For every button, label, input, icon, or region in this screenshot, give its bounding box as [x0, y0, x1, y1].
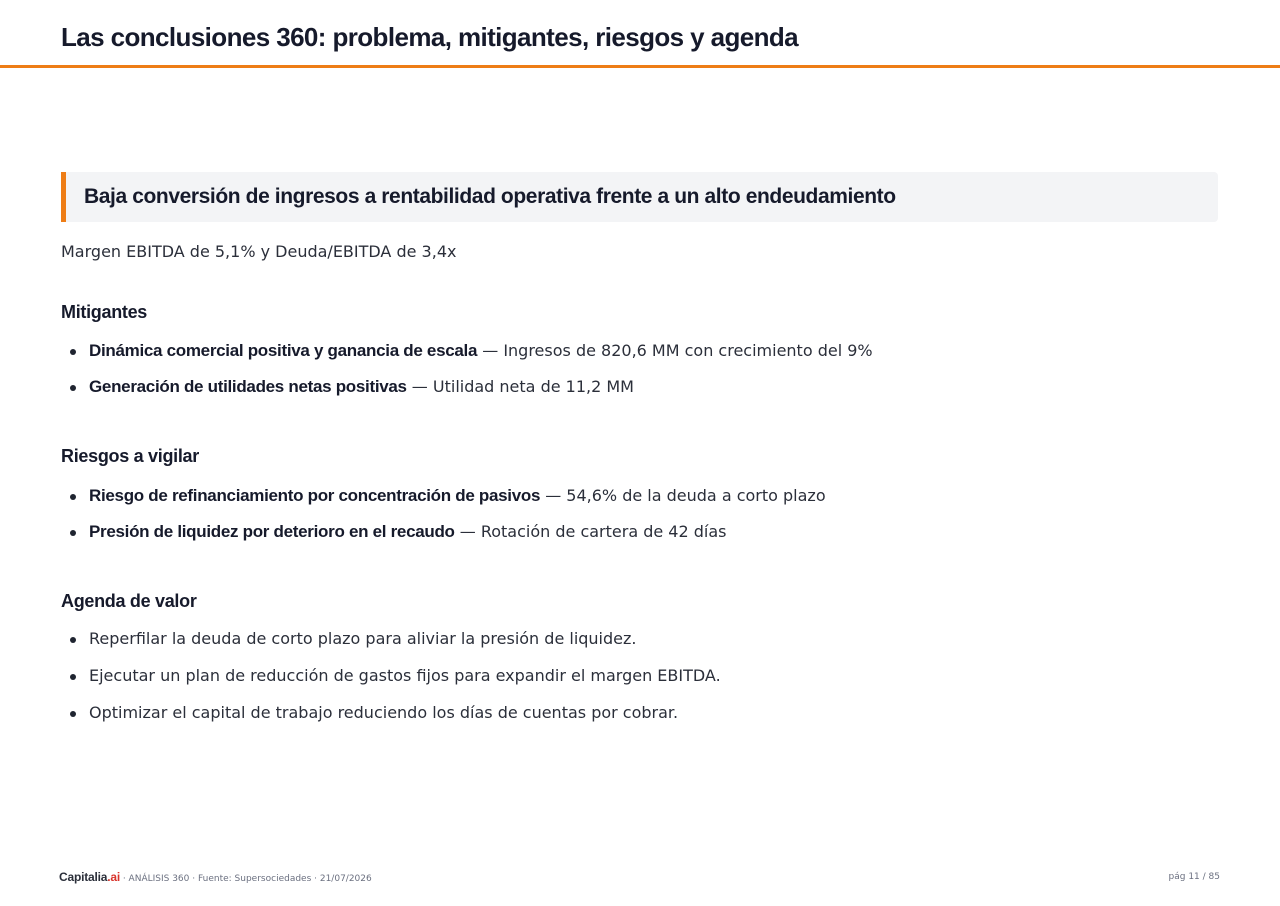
mitigantes-heading: Mitigantes	[61, 302, 148, 322]
list-item-detail: — Utilidad neta de 11,2 MM	[406, 377, 634, 396]
page-number: pág 11 / 85	[1168, 872, 1220, 882]
agenda-heading: Agenda de valor	[61, 591, 197, 611]
list-item	[61, 629, 721, 666]
problem-callout	[61, 172, 1218, 222]
footer	[59, 870, 372, 884]
page-title: Las conclusiones 360: problema, mitigantes, riesgos y agenda	[61, 22, 799, 52]
agenda-list	[61, 629, 721, 740]
riesgos-heading: Riesgos a vigilar	[61, 446, 199, 466]
bullet-icon	[70, 530, 76, 536]
bullet-icon	[70, 711, 76, 717]
list-item	[61, 377, 873, 413]
title-divider	[0, 65, 1280, 68]
list-item	[61, 666, 721, 703]
list-item-title: Generación de utilidades netas positivas	[89, 377, 407, 396]
list-item-text: Ejecutar un plan de reducción de gastos fijos para expandir el margen EBITDA.	[89, 666, 721, 685]
bullet-icon	[70, 494, 76, 500]
list-item-detail: — Ingresos de 820,6 MM con crecimiento del 9%	[477, 341, 873, 360]
brand-suffix: .ai	[107, 870, 120, 884]
list-item-text: Optimizar el capital de trabajo reduciendo los días de cuentas por cobrar.	[89, 703, 679, 722]
list-item-detail: — Rotación de cartera de 42 días	[454, 522, 727, 541]
footer-meta: · ANÁLISIS 360 · Fuente: Supersociedades · 21/07/2026	[119, 874, 372, 884]
mitigantes-list	[61, 341, 873, 413]
bullet-icon	[70, 637, 76, 643]
list-item-title: Presión de liquidez por deterioro en el recaudo	[89, 522, 455, 541]
list-item	[61, 486, 826, 522]
list-item	[61, 341, 873, 377]
list-item	[61, 703, 721, 740]
riesgos-list	[61, 486, 826, 558]
bullet-icon	[70, 674, 76, 680]
list-item-detail: — 54,6% de la deuda a corto plazo	[540, 486, 826, 505]
problem-detail: Margen EBITDA de 5,1% y Deuda/EBITDA de 3,4x	[61, 242, 457, 261]
list-item-title: Dinámica comercial positiva y ganancia de escala	[89, 341, 478, 360]
brand-logo	[59, 870, 120, 884]
list-item-text: Reperfilar la deuda de corto plazo para aliviar la presión de liquidez.	[89, 629, 637, 648]
list-item-title: Riesgo de refinanciamiento por concentración de pasivos	[89, 486, 541, 505]
brand-name: Capitalia	[59, 870, 108, 884]
bullet-icon	[70, 385, 76, 391]
bullet-icon	[70, 349, 76, 355]
problem-title: Baja conversión de ingresos a rentabilidad operativa frente a un alto endeudamiento	[84, 185, 896, 208]
list-item	[61, 522, 826, 558]
